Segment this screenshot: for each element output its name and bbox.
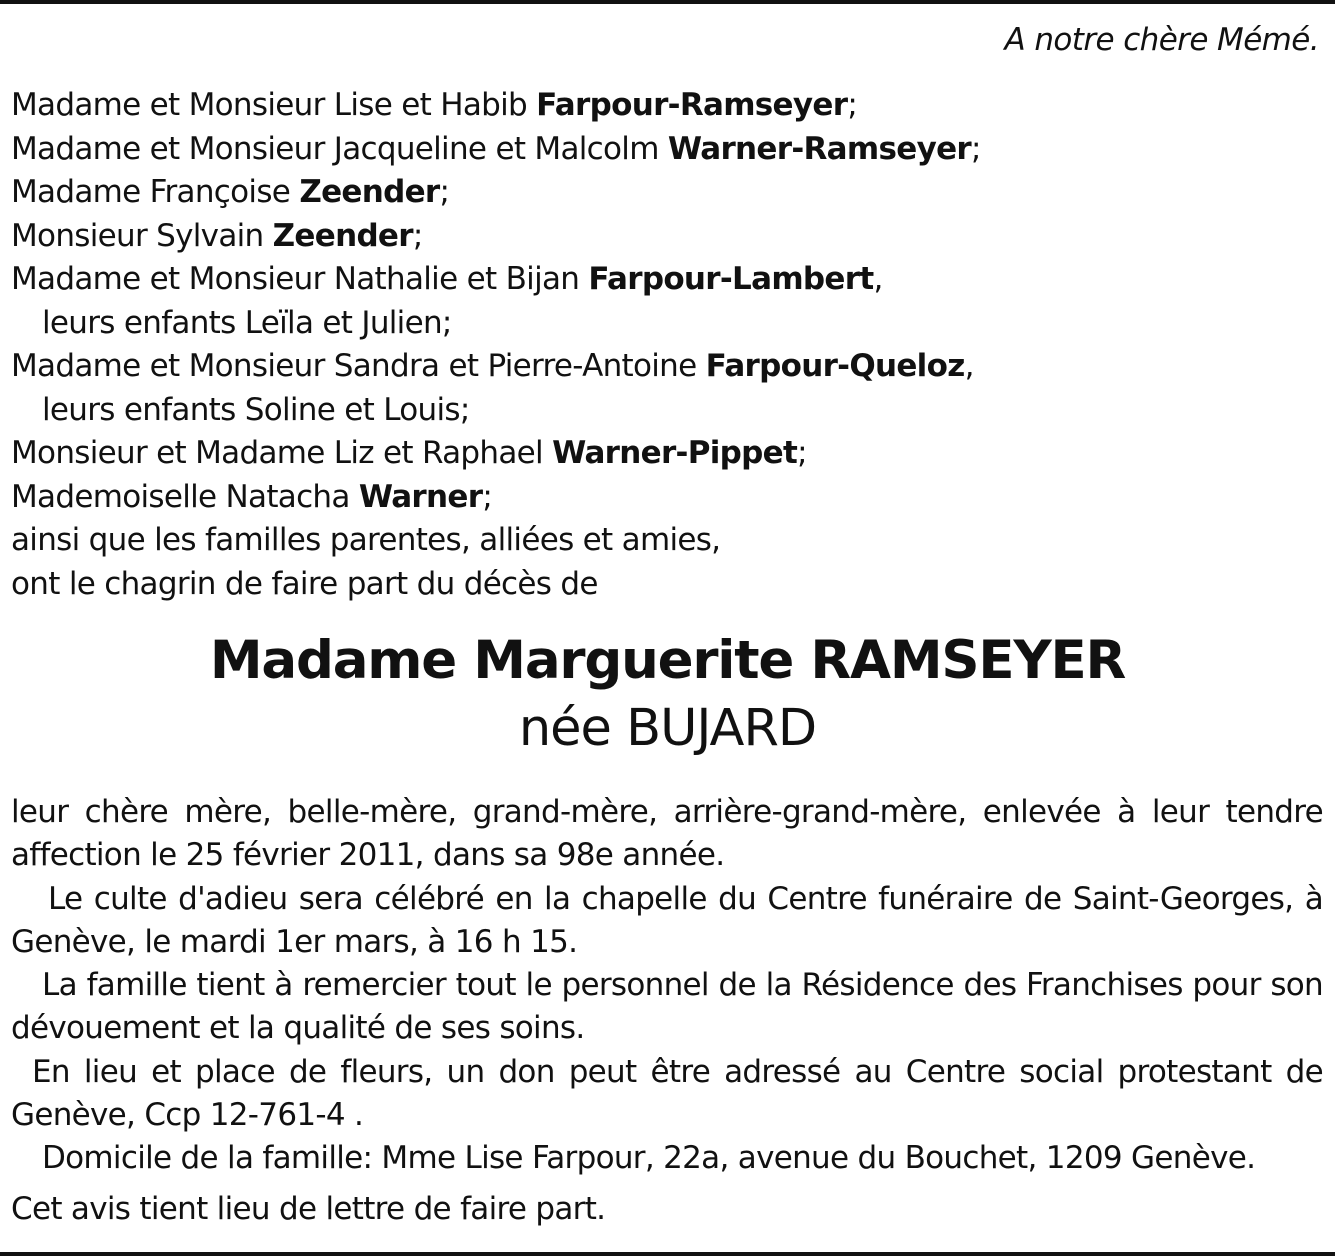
family-line: Madame et Monsieur Lise et Habib Farpour-Ramseyer;	[11, 87, 858, 123]
family-list	[11, 84, 1331, 606]
family-line: Madame et Monsieur Nathalie et Bijan Farpour-Lambert,	[11, 261, 883, 297]
family-children-line: leurs enfants Soline et Louis;	[42, 391, 470, 428]
announcement-line: ont le chagrin de faire part du décès de	[11, 565, 598, 602]
family-line: Mademoiselle Natacha Warner;	[11, 478, 493, 515]
paragraph-tribute: leur chère mère, belle-mère, grand-mère, arrière-grand-mère, enlevée à leur tendre affection le 25 février 2011, dans sa 98e année.	[11, 794, 1323, 874]
family-line: Monsieur Sylvain Zeender;	[11, 217, 423, 254]
notice-body	[11, 791, 1323, 1181]
maiden-name: née BUJARD	[518, 699, 817, 758]
paragraph-thanks: La famille tient à remercier tout le personnel de la Résidence des Franchises pour son dévouement et la qualité de ses soins.	[11, 967, 1323, 1047]
family-line: Madame et Monsieur Sandra et Pierre-Antoine Farpour-Queloz,	[11, 348, 974, 384]
deceased-block	[0, 628, 1335, 764]
paragraph-donation: En lieu et place de fleurs, un don peut être adressé au Centre social protestant de Genève, Ccp 12-761-4 .	[11, 1053, 1323, 1134]
family-children-line: leurs enfants Leïla et Julien;	[42, 304, 452, 341]
paragraph-service: Le culte d'adieu sera célébré en la chapelle du Centre funéraire de Saint-Georges, à Genève, le mardi 1er mars, à 16 h 15.	[11, 880, 1323, 960]
closing-note: Cet avis tient lieu de lettre de faire part.	[11, 1191, 606, 1227]
top-border-rule	[0, 0, 1335, 4]
family-line: Madame et Monsieur Jacqueline et Malcolm Warner-Ramseyer;	[11, 130, 981, 167]
family-line: Monsieur et Madame Liz et Raphael Warner-Pippet;	[11, 435, 807, 471]
deceased-name: Madame Marguerite RAMSEYER	[209, 630, 1126, 691]
dedication: A notre chère Mémé.	[1004, 22, 1319, 58]
paragraph-domicile: Domicile de la famille: Mme Lise Farpour, 22a, avenue du Bouchet, 1209 Genève.	[42, 1140, 1256, 1177]
family-line: Madame Françoise Zeender;	[11, 174, 450, 210]
bottom-border-rule	[0, 1252, 1335, 1256]
relatives-line: ainsi que les familles parentes, alliées et amies,	[11, 522, 721, 558]
